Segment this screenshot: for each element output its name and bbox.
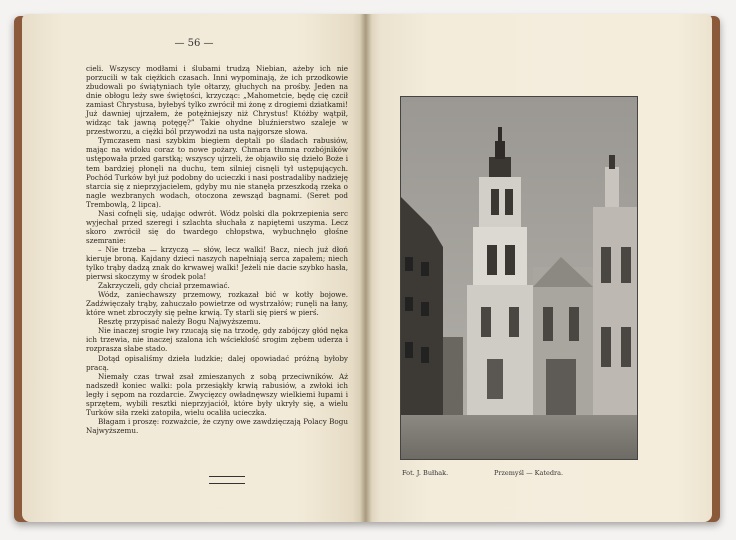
photo-credit: Fot. J. Bułhak. bbox=[402, 469, 449, 477]
cathedral-photo bbox=[400, 96, 638, 460]
book-gutter bbox=[360, 14, 372, 522]
left-page bbox=[22, 14, 366, 522]
paragraph: – Nie trzeba — krzyczą — słów, lecz walki! Bacz, niech już dłoń kieruje broną. Kajdany dzieci naszych napełniają serca zapałem; niech tylko trąby dadzą znak do krwawej walki! Jeżeli nie dacie szybko hasła, pierwsi skoczymy w środek pola! bbox=[86, 244, 348, 282]
right-page bbox=[366, 14, 712, 522]
paragraph: Dotąd opisaliśmy dzieła ludzkie; dalej opowiadać próżną byłoby pracą. bbox=[86, 353, 348, 372]
photo-caption: Przemyśl — Katedra. bbox=[494, 469, 564, 477]
paragraph: Wódz, zaniechawszy przemowy, rozkazał bić w kotły bojowe. Zadźwięczały trąby, zahuczało powietrze od wystrzałów; runęli na łany, które wnet zbroczyły się pełne krwią. Ty starli się pierś w pierś. bbox=[86, 290, 348, 318]
paragraph: Zakrzyczeli, gdy chciał przemawiać. bbox=[98, 281, 230, 291]
decorative-rule bbox=[209, 476, 245, 484]
cathedral-illustration bbox=[401, 97, 637, 459]
paragraph: Tymczasem nasi szybkim biegiem deptali po śladach rabusiów, mając na widoku coraz to nowe pożary. Chmara tłumna rozbójników ustępowała przed garstką; wszyscy ujrzeli, że objawiło się dzieło Boże i tem bardziej płonęli na duchu, tem silniej cisnęli tył ustępujących. Pochód Turków był już podobny do ucieczki i nasi postradaliby nadzieję starcia się z nieprzyjacielem, gdyby mu nie stanęła przeszkodą rzeka o nagle wezbranych wodach, otoczona zewsząd bagnami. (Seret pod Trembowlą, 2 lipca). bbox=[86, 136, 348, 209]
paragraph: Niemały czas trwał zsał zmieszanych z sobą przeciwników. Aż nadszedł koniec walki: pola przesiąkły krwią rabusiów, a zwłoki ich legły i sępom na rozdarcie. Zwycięzcy owładnęwszy wielkiemi łupami i sprzętem, wybili resztki nieprzyjaciół, które były ukryły się, a wielu Turków siła rzeki zatopiła, wielu ocaliła ucieczka. bbox=[86, 371, 348, 417]
paragraph: cieli. Wszyscy modłami i ślubami trudzą Niebian, ażeby ich nie porzucili w tak ciężkich czasach. Inni wypominają, że ich przodkowie zbudowali po świątyniach tyle ołtarzy, głuchych na prośby. Jeden na dnie obłogu leży swe świętości, krzycząc: „Mahometcie, będę cię czcił zamiast Chrystusa, byłebyś tylko zwrócił mi żonę z drogiemi dziatkami! Już dawniej ujrzałem, że potężniejszy niż Chrystus! Któżby wątpił, widząc tak jawną potęgę?” Takie ohydne bluźnierstwo szaleje w przestworzu, a ciężki ból przywodzi na usta najgorsze słowa. bbox=[86, 64, 348, 137]
paragraph: Nie inaczej srogie lwy rzucają się na trzodę, gdy zabójczy głód nęka ich trzewia, nie inaczej szalona ich wściekłość srogim zębem uderza i rozprasza słabe stado. bbox=[86, 326, 348, 354]
paragraph: Nasi cofnęli się, udając odwrót. Wódz polski dla pokrzepienia serc wyjechał przed szeregi i szlachta słuchała z napiętemi uszyma. Lecz skoro zwrócił się do twardego chłopstwa, wybuchnęło głośne szemranie: bbox=[86, 208, 348, 245]
paragraph: Resztę przypisać należy Bogu Najwyższemu. bbox=[98, 317, 261, 327]
paragraph: Błagam i proszę: rozważcie, że czyny owe zawdzięczają Polacy Bogu Najwyższemu. bbox=[86, 416, 348, 435]
body-text bbox=[86, 64, 348, 435]
page-number: — 56 — bbox=[174, 38, 214, 49]
